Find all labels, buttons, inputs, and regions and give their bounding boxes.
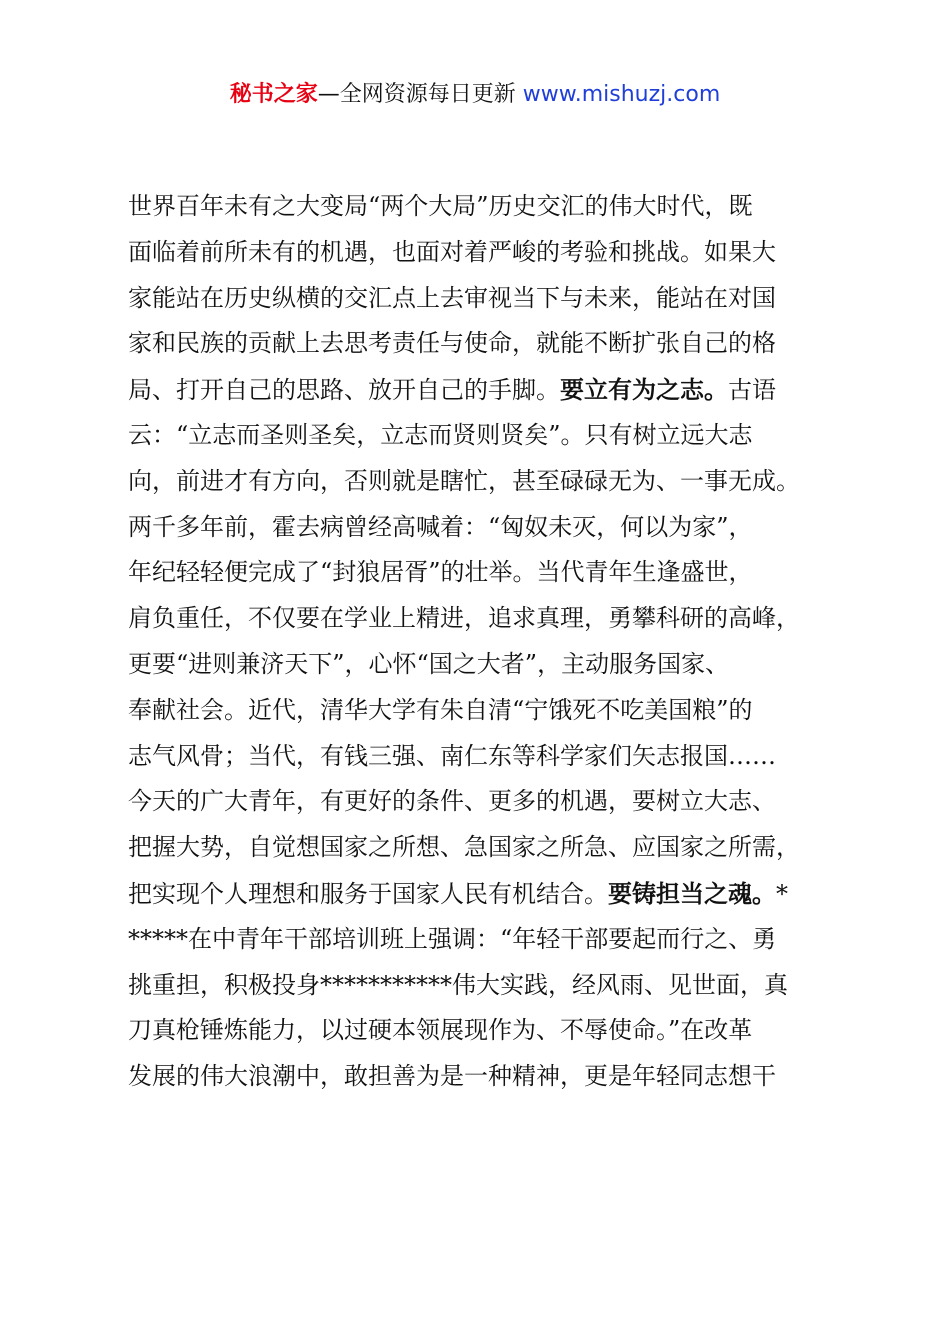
text-line (128, 963, 848, 1009)
text-segment: 刀真枪锤炼能力，以过硬本领展现作为、不辱使命。”在改革 (128, 1016, 753, 1045)
document-body (128, 184, 848, 1100)
text-segment: 家和民族的贡献上去思考责任与使命，就能不断扩张自己的格 (128, 329, 776, 358)
header-tagline: —全网资源每日更新 (317, 82, 523, 107)
text-segment: 肩负重任，不仅要在学业上精进，追求真理，勇攀科研的高峰， (128, 604, 800, 633)
bold-heading-text: 要立有为之志。 (560, 375, 728, 405)
text-line (128, 367, 848, 413)
text-segment: 志气风骨；当代，有钱三强、南仁东等科学家们矢志报国…… (128, 741, 776, 770)
brand-name: 秘书之家 (229, 82, 318, 107)
text-line (128, 505, 848, 551)
text-line (128, 184, 848, 230)
text-segment: 向，前进才有方向，否则就是瞎忙，甚至碌碌无为、一事无成。 (128, 466, 800, 495)
bold-heading-text: 要铸担当之魂。 (608, 878, 776, 908)
text-line (128, 871, 848, 917)
text-line (128, 779, 848, 825)
text-segment: 世界百年未有之大变局“两个大局”历史交汇的伟大时代，既 (128, 192, 753, 220)
text-segment: 局、打开自己的思路、放开自己的手脚。 (128, 376, 560, 405)
text-segment: *****在中青年干部培训班上强调：“年轻干部要起而行之、勇 (128, 924, 777, 953)
text-segment: 把握大势，自觉想国家之所想、急国家之所急、应国家之所需， (128, 833, 800, 862)
text-segment: 挑重担，积极投身***********伟大实践，经风雨、见世面，真 (128, 970, 788, 999)
text-line (128, 413, 848, 459)
text-segment: 两千多年前，霍去病曾经高喊着：“匈奴未灭，何以为家”， (128, 512, 753, 541)
text-line (128, 917, 848, 963)
site-url-link[interactable]: www.mishuzj.com (522, 82, 721, 107)
text-line (128, 642, 848, 688)
text-segment: 奉献社会。近代，清华大学有朱自清“宁饿死不吃美国粮”的 (128, 695, 753, 724)
text-line (128, 734, 848, 780)
text-line (128, 596, 848, 642)
text-segment: 面临着前所未有的机遇，也面对着严峻的考验和挑战。如果大 (128, 237, 776, 266)
text-segment: 古语 (728, 376, 776, 405)
text-segment: 把实现个人理想和服务于国家人民有机结合。 (128, 879, 608, 908)
text-line (128, 825, 848, 871)
text-line (128, 230, 848, 276)
text-segment: 云：“立志而圣则圣矣，立志而贤则贤矣”。只有树立远大志 (128, 420, 753, 449)
text-line (128, 1054, 848, 1100)
text-line (128, 688, 848, 734)
text-segment: 发展的伟大浪潮中，敢担善为是一种精神，更是年轻同志想干 (128, 1062, 776, 1091)
text-line (128, 459, 848, 505)
text-segment: * (776, 879, 788, 908)
text-segment: 年纪轻轻便完成了“封狼居胥”的壮举。当代青年生逢盛世， (128, 558, 753, 587)
text-line (128, 1008, 848, 1054)
text-segment: 家能站在历史纵横的交汇点上去审视当下与未来，能站在对国 (128, 283, 776, 312)
text-segment: 今天的广大青年，有更好的条件、更多的机遇，要树立大志、 (128, 787, 776, 816)
text-line (128, 321, 848, 367)
text-segment: 更要“进则兼济天下”，心怀“国之大者”，主动服务国家、 (128, 649, 730, 678)
text-line (128, 550, 848, 596)
page-header (0, 78, 950, 112)
text-line (128, 276, 848, 322)
